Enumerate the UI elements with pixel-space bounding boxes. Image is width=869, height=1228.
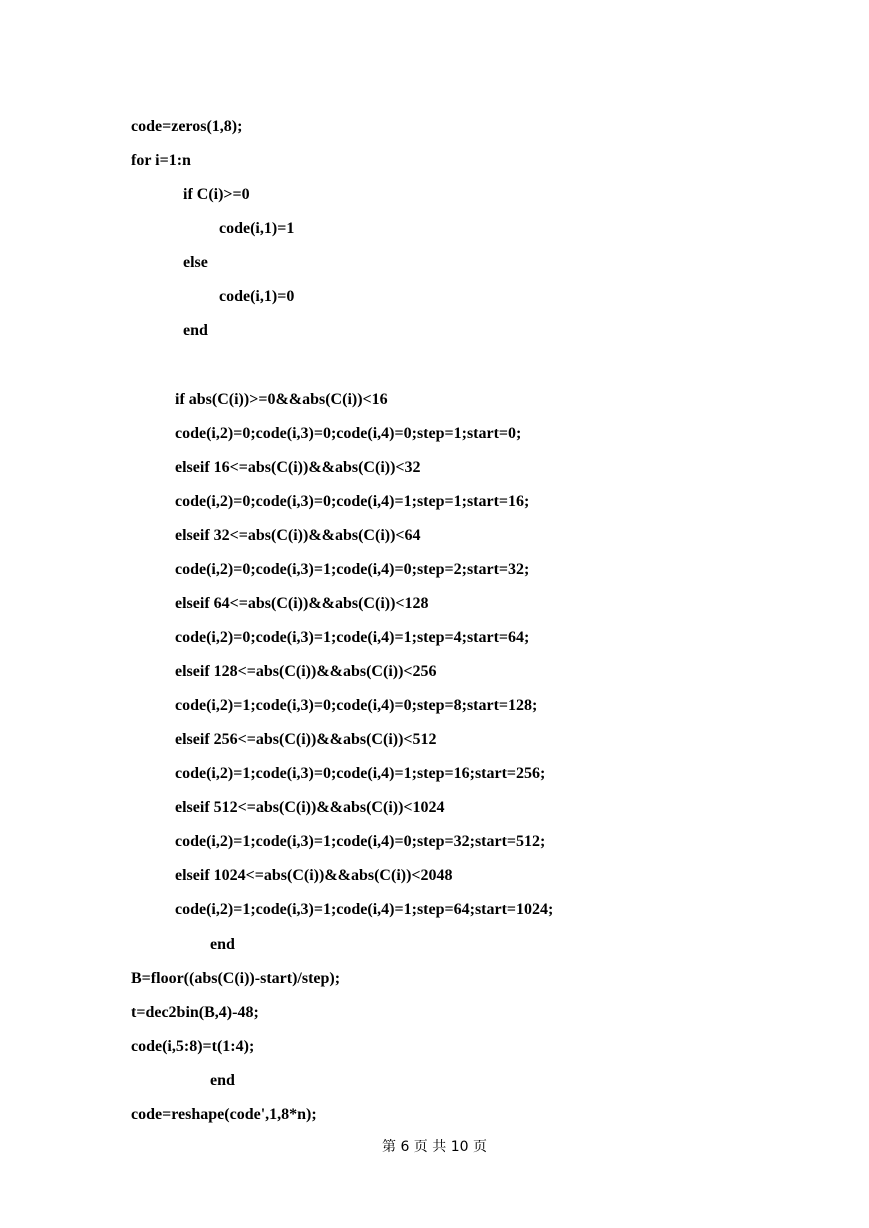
code-line-text: code(i,2)=0;code(i,3)=0;code(i,4)=0;step=1;start=0; <box>175 424 522 442</box>
code-line <box>0 212 869 246</box>
code-line <box>0 996 869 1030</box>
code-line <box>0 825 869 859</box>
code-line-text: elseif 32<=abs(C(i))&&abs(C(i))<64 <box>175 526 421 544</box>
code-line-text: B=floor((abs(C(i))-start)/step); <box>131 969 341 987</box>
code-line <box>0 246 869 280</box>
code-line <box>0 928 869 962</box>
code-line <box>0 962 869 996</box>
code-line-text: if abs(C(i))>=0&&abs(C(i))<16 <box>175 390 388 408</box>
code-line-text: code(i,2)=1;code(i,3)=0;code(i,4)=1;step=16;start=256; <box>175 765 546 783</box>
code-line-text: elseif 64<=abs(C(i))&&abs(C(i))<128 <box>175 594 429 612</box>
code-line <box>0 655 869 689</box>
code-line <box>0 1064 869 1098</box>
code-line <box>0 893 869 927</box>
code-line <box>0 519 869 553</box>
code-line-text: code=zeros(1,8); <box>131 118 243 135</box>
code-line-text: code(i,2)=1;code(i,3)=0;code(i,4)=0;step=8;start=128; <box>175 697 538 715</box>
code-block <box>0 110 869 1132</box>
code-line <box>0 553 869 587</box>
code-line-text: code(i,2)=1;code(i,3)=1;code(i,4)=1;step=64;start=1024; <box>175 901 554 919</box>
code-line <box>0 417 869 451</box>
code-line-text: code(i,5:8)=t(1:4); <box>131 1037 255 1055</box>
code-line-text: code(i,2)=1;code(i,3)=1;code(i,4)=0;step=32;start=512; <box>175 833 546 851</box>
code-line-text: else <box>183 254 208 272</box>
code-line-text: elseif 128<=abs(C(i))&&abs(C(i))<256 <box>175 663 437 680</box>
code-line-text: elseif 512<=abs(C(i))&&abs(C(i))<1024 <box>175 799 445 817</box>
code-line <box>0 383 869 417</box>
code-line-text: end <box>210 1071 235 1089</box>
code-line <box>0 859 869 893</box>
code-line <box>0 451 869 485</box>
code-line-text: code=reshape(code',1,8*n); <box>131 1105 317 1123</box>
code-line-text: t=dec2bin(B,4)-48; <box>131 1003 259 1021</box>
code-line-text: elseif 16<=abs(C(i))&&abs(C(i))<32 <box>175 458 421 476</box>
code-line-text: elseif 1024<=abs(C(i))&&abs(C(i))<2048 <box>175 867 453 885</box>
code-line-text: code(i,1)=0 <box>219 288 295 306</box>
code-line <box>0 485 869 519</box>
code-line-text: code(i,2)=0;code(i,3)=0;code(i,4)=1;step=1;start=16; <box>175 492 530 510</box>
code-line <box>0 110 869 144</box>
code-line-text: end <box>210 935 235 953</box>
code-line <box>0 757 869 791</box>
code-line <box>0 280 869 314</box>
code-line-text: if C(i)>=0 <box>183 186 250 204</box>
code-line <box>0 348 869 382</box>
code-line <box>0 621 869 655</box>
code-line-text: elseif 256<=abs(C(i))&&abs(C(i))<512 <box>175 731 437 749</box>
page-footer: 第 6 页 共 10 页 <box>382 1139 487 1155</box>
code-line-text: code(i,1)=1 <box>219 220 295 238</box>
code-line <box>0 314 869 348</box>
code-line <box>0 791 869 825</box>
code-line <box>0 587 869 621</box>
code-line <box>0 178 869 212</box>
code-line-text: code(i,2)=0;code(i,3)=1;code(i,4)=0;step=2;start=32; <box>175 560 530 578</box>
code-line-text: end <box>183 322 208 340</box>
code-line <box>0 144 869 178</box>
code-line <box>0 1098 869 1132</box>
code-line <box>0 689 869 723</box>
code-line <box>0 1030 869 1064</box>
code-line <box>0 723 869 757</box>
code-line-text: code(i,2)=0;code(i,3)=1;code(i,4)=1;step=4;start=64; <box>175 628 530 646</box>
code-line-text: for i=1:n <box>131 152 191 170</box>
